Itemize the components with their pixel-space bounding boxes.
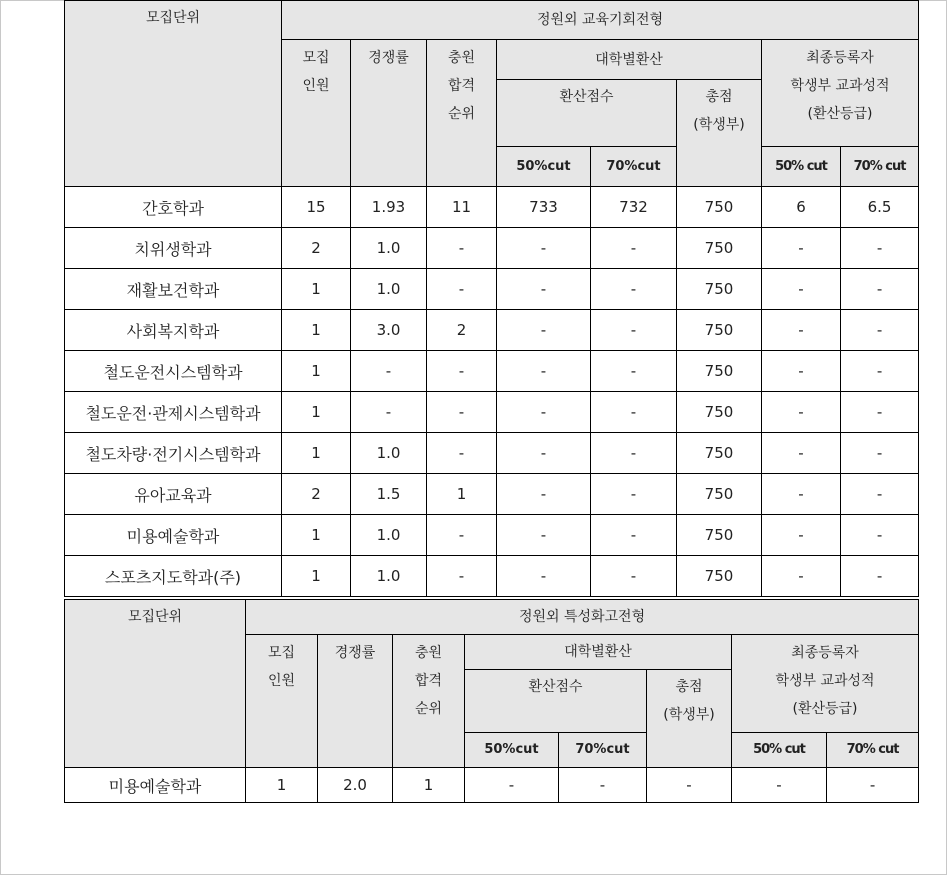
recruit-cell: 1 [282, 269, 351, 310]
grade-50-cell: - [762, 515, 841, 556]
col-total-header: 총점 (학생부) [647, 670, 732, 768]
score-50-cell: - [497, 392, 591, 433]
recruit-cell: 1 [246, 768, 318, 803]
score-50-cell: - [497, 310, 591, 351]
grade-70-cell: - [841, 269, 919, 310]
score-70-cell: - [591, 310, 677, 351]
score-70-cell: - [591, 351, 677, 392]
cut50-header: 50%cut [497, 147, 591, 187]
competition-cell: 3.0 [351, 310, 427, 351]
recruit-cell: 1 [282, 392, 351, 433]
col-final-header: 최종등록자 학생부 교과성적 (환산등급) [762, 40, 919, 147]
score-50-cell: - [497, 269, 591, 310]
score-70-cell: - [591, 228, 677, 269]
recruit-cell: 1 [282, 515, 351, 556]
col-convert-score-header: 환산점수 [465, 670, 647, 733]
total-cell: 750 [677, 474, 762, 515]
score-50-cell: - [497, 351, 591, 392]
score-70-cell: - [591, 269, 677, 310]
competition-cell: 1.0 [351, 556, 427, 597]
score-70-cell: - [591, 433, 677, 474]
total-cell: 750 [677, 351, 762, 392]
extra-rank-cell: 11 [427, 187, 497, 228]
grade-50-cell: - [762, 351, 841, 392]
col-univ-convert-header: 대학별환산 [497, 40, 762, 80]
recruit-cell: 2 [282, 228, 351, 269]
col-recruit-header: 모집 인원 [282, 40, 351, 187]
competition-cell: 1.0 [351, 515, 427, 556]
table-row [65, 187, 919, 228]
dept-cell: 미용예술학과 [65, 768, 246, 803]
extra-rank-cell: - [427, 228, 497, 269]
group-title: 정원외 교육기회전형 [282, 1, 919, 40]
score-50-cell: - [497, 474, 591, 515]
grade-70-cell: - [841, 351, 919, 392]
grade-70-cell: - [841, 392, 919, 433]
grade-50-cell: - [762, 474, 841, 515]
dept-cell: 치위생학과 [65, 228, 282, 269]
grade-70-cell: - [841, 474, 919, 515]
recruit-cell: 2 [282, 474, 351, 515]
dept-cell: 철도운전시스템학과 [65, 351, 282, 392]
grade-70-cell: - [841, 556, 919, 597]
competition-cell: - [351, 392, 427, 433]
dept-cell: 미용예술학과 [65, 515, 282, 556]
score-50-cell: 733 [497, 187, 591, 228]
extra-rank-cell: - [427, 392, 497, 433]
grade-70-cell: 6.5 [841, 187, 919, 228]
grade-50-cell: - [762, 310, 841, 351]
grade-70-cell: - [841, 228, 919, 269]
competition-cell: 1.0 [351, 269, 427, 310]
col-univ-convert-header: 대학별환산 [465, 635, 732, 670]
total-cell: 750 [677, 228, 762, 269]
table-row [65, 351, 919, 392]
extra-rank-cell: - [427, 556, 497, 597]
score-70-cell: - [591, 474, 677, 515]
score-50-cell: - [465, 768, 559, 803]
score-50-cell: - [497, 433, 591, 474]
score-50-cell: - [497, 556, 591, 597]
unit-header: 모집단위 [65, 600, 246, 768]
competition-cell: - [351, 351, 427, 392]
score-50-cell: - [497, 515, 591, 556]
col-total-header: 총점 (학생부) [677, 80, 762, 187]
table-row [65, 269, 919, 310]
grade-50-cell: - [762, 392, 841, 433]
table-row [65, 515, 919, 556]
score-70-cell: 732 [591, 187, 677, 228]
extra-rank-cell: 1 [393, 768, 465, 803]
grade-50-cell: - [732, 768, 827, 803]
score-70-cell: - [591, 515, 677, 556]
grade-50-cell: 6 [762, 187, 841, 228]
extra-rank-cell: 1 [427, 474, 497, 515]
col-competition-header: 경쟁률 [351, 40, 427, 187]
grade-70-cell: - [841, 433, 919, 474]
dept-cell: 철도운전·관제시스템학과 [65, 392, 282, 433]
group-title: 정원외 특성화고전형 [246, 600, 919, 635]
score-70-cell: - [559, 768, 647, 803]
grade-50-cell: - [762, 433, 841, 474]
cut70-header: 70%cut [559, 733, 647, 768]
admission-table-specialized-high-school [64, 599, 919, 803]
col-extra-rank-header: 충원 합격 순위 [427, 40, 497, 187]
col-convert-score-header: 환산점수 [497, 80, 677, 147]
table-row [65, 310, 919, 351]
total-cell: 750 [677, 433, 762, 474]
competition-cell: 2.0 [318, 768, 393, 803]
total-cell: - [647, 768, 732, 803]
table-row [65, 433, 919, 474]
extra-rank-cell: - [427, 433, 497, 474]
grade-cut70-header: 70% cut [827, 733, 919, 768]
grade-cut50-header: 50% cut [762, 147, 841, 187]
dept-cell: 스포츠지도학과(주) [65, 556, 282, 597]
grade-70-cell: - [841, 310, 919, 351]
extra-rank-cell: - [427, 351, 497, 392]
total-cell: 750 [677, 515, 762, 556]
competition-cell: 1.0 [351, 228, 427, 269]
recruit-cell: 1 [282, 433, 351, 474]
recruit-cell: 15 [282, 187, 351, 228]
col-final-header: 최종등록자 학생부 교과성적 (환산등급) [732, 635, 919, 733]
score-50-cell: - [497, 228, 591, 269]
col-competition-header: 경쟁률 [318, 635, 393, 768]
col-extra-rank-header: 충원 합격 순위 [393, 635, 465, 768]
table-row [65, 392, 919, 433]
grade-70-cell: - [841, 515, 919, 556]
dept-cell: 간호학과 [65, 187, 282, 228]
extra-rank-cell: 2 [427, 310, 497, 351]
grade-cut70-header: 70% cut [841, 147, 919, 187]
cut70-header: 70%cut [591, 147, 677, 187]
score-70-cell: - [591, 392, 677, 433]
table-row [65, 474, 919, 515]
grade-50-cell: - [762, 228, 841, 269]
recruit-cell: 1 [282, 310, 351, 351]
grade-50-cell: - [762, 269, 841, 310]
dept-cell: 철도차량·전기시스템학과 [65, 433, 282, 474]
extra-rank-cell: - [427, 515, 497, 556]
cut50-header: 50%cut [465, 733, 559, 768]
dept-cell: 유아교육과 [65, 474, 282, 515]
table-row [65, 768, 919, 803]
total-cell: 750 [677, 187, 762, 228]
total-cell: 750 [677, 269, 762, 310]
recruit-cell: 1 [282, 351, 351, 392]
dept-cell: 재활보건학과 [65, 269, 282, 310]
grade-cut50-header: 50% cut [732, 733, 827, 768]
grade-50-cell: - [762, 556, 841, 597]
competition-cell: 1.0 [351, 433, 427, 474]
dept-cell: 사회복지학과 [65, 310, 282, 351]
table-row [65, 556, 919, 597]
grade-70-cell: - [827, 768, 919, 803]
table-row [65, 228, 919, 269]
admission-table-education-opportunity [64, 0, 919, 597]
col-recruit-header: 모집 인원 [246, 635, 318, 768]
competition-cell: 1.5 [351, 474, 427, 515]
total-cell: 750 [677, 556, 762, 597]
total-cell: 750 [677, 392, 762, 433]
competition-cell: 1.93 [351, 187, 427, 228]
recruit-cell: 1 [282, 556, 351, 597]
extra-rank-cell: - [427, 269, 497, 310]
total-cell: 750 [677, 310, 762, 351]
unit-header: 모집단위 [65, 1, 282, 187]
score-70-cell: - [591, 556, 677, 597]
